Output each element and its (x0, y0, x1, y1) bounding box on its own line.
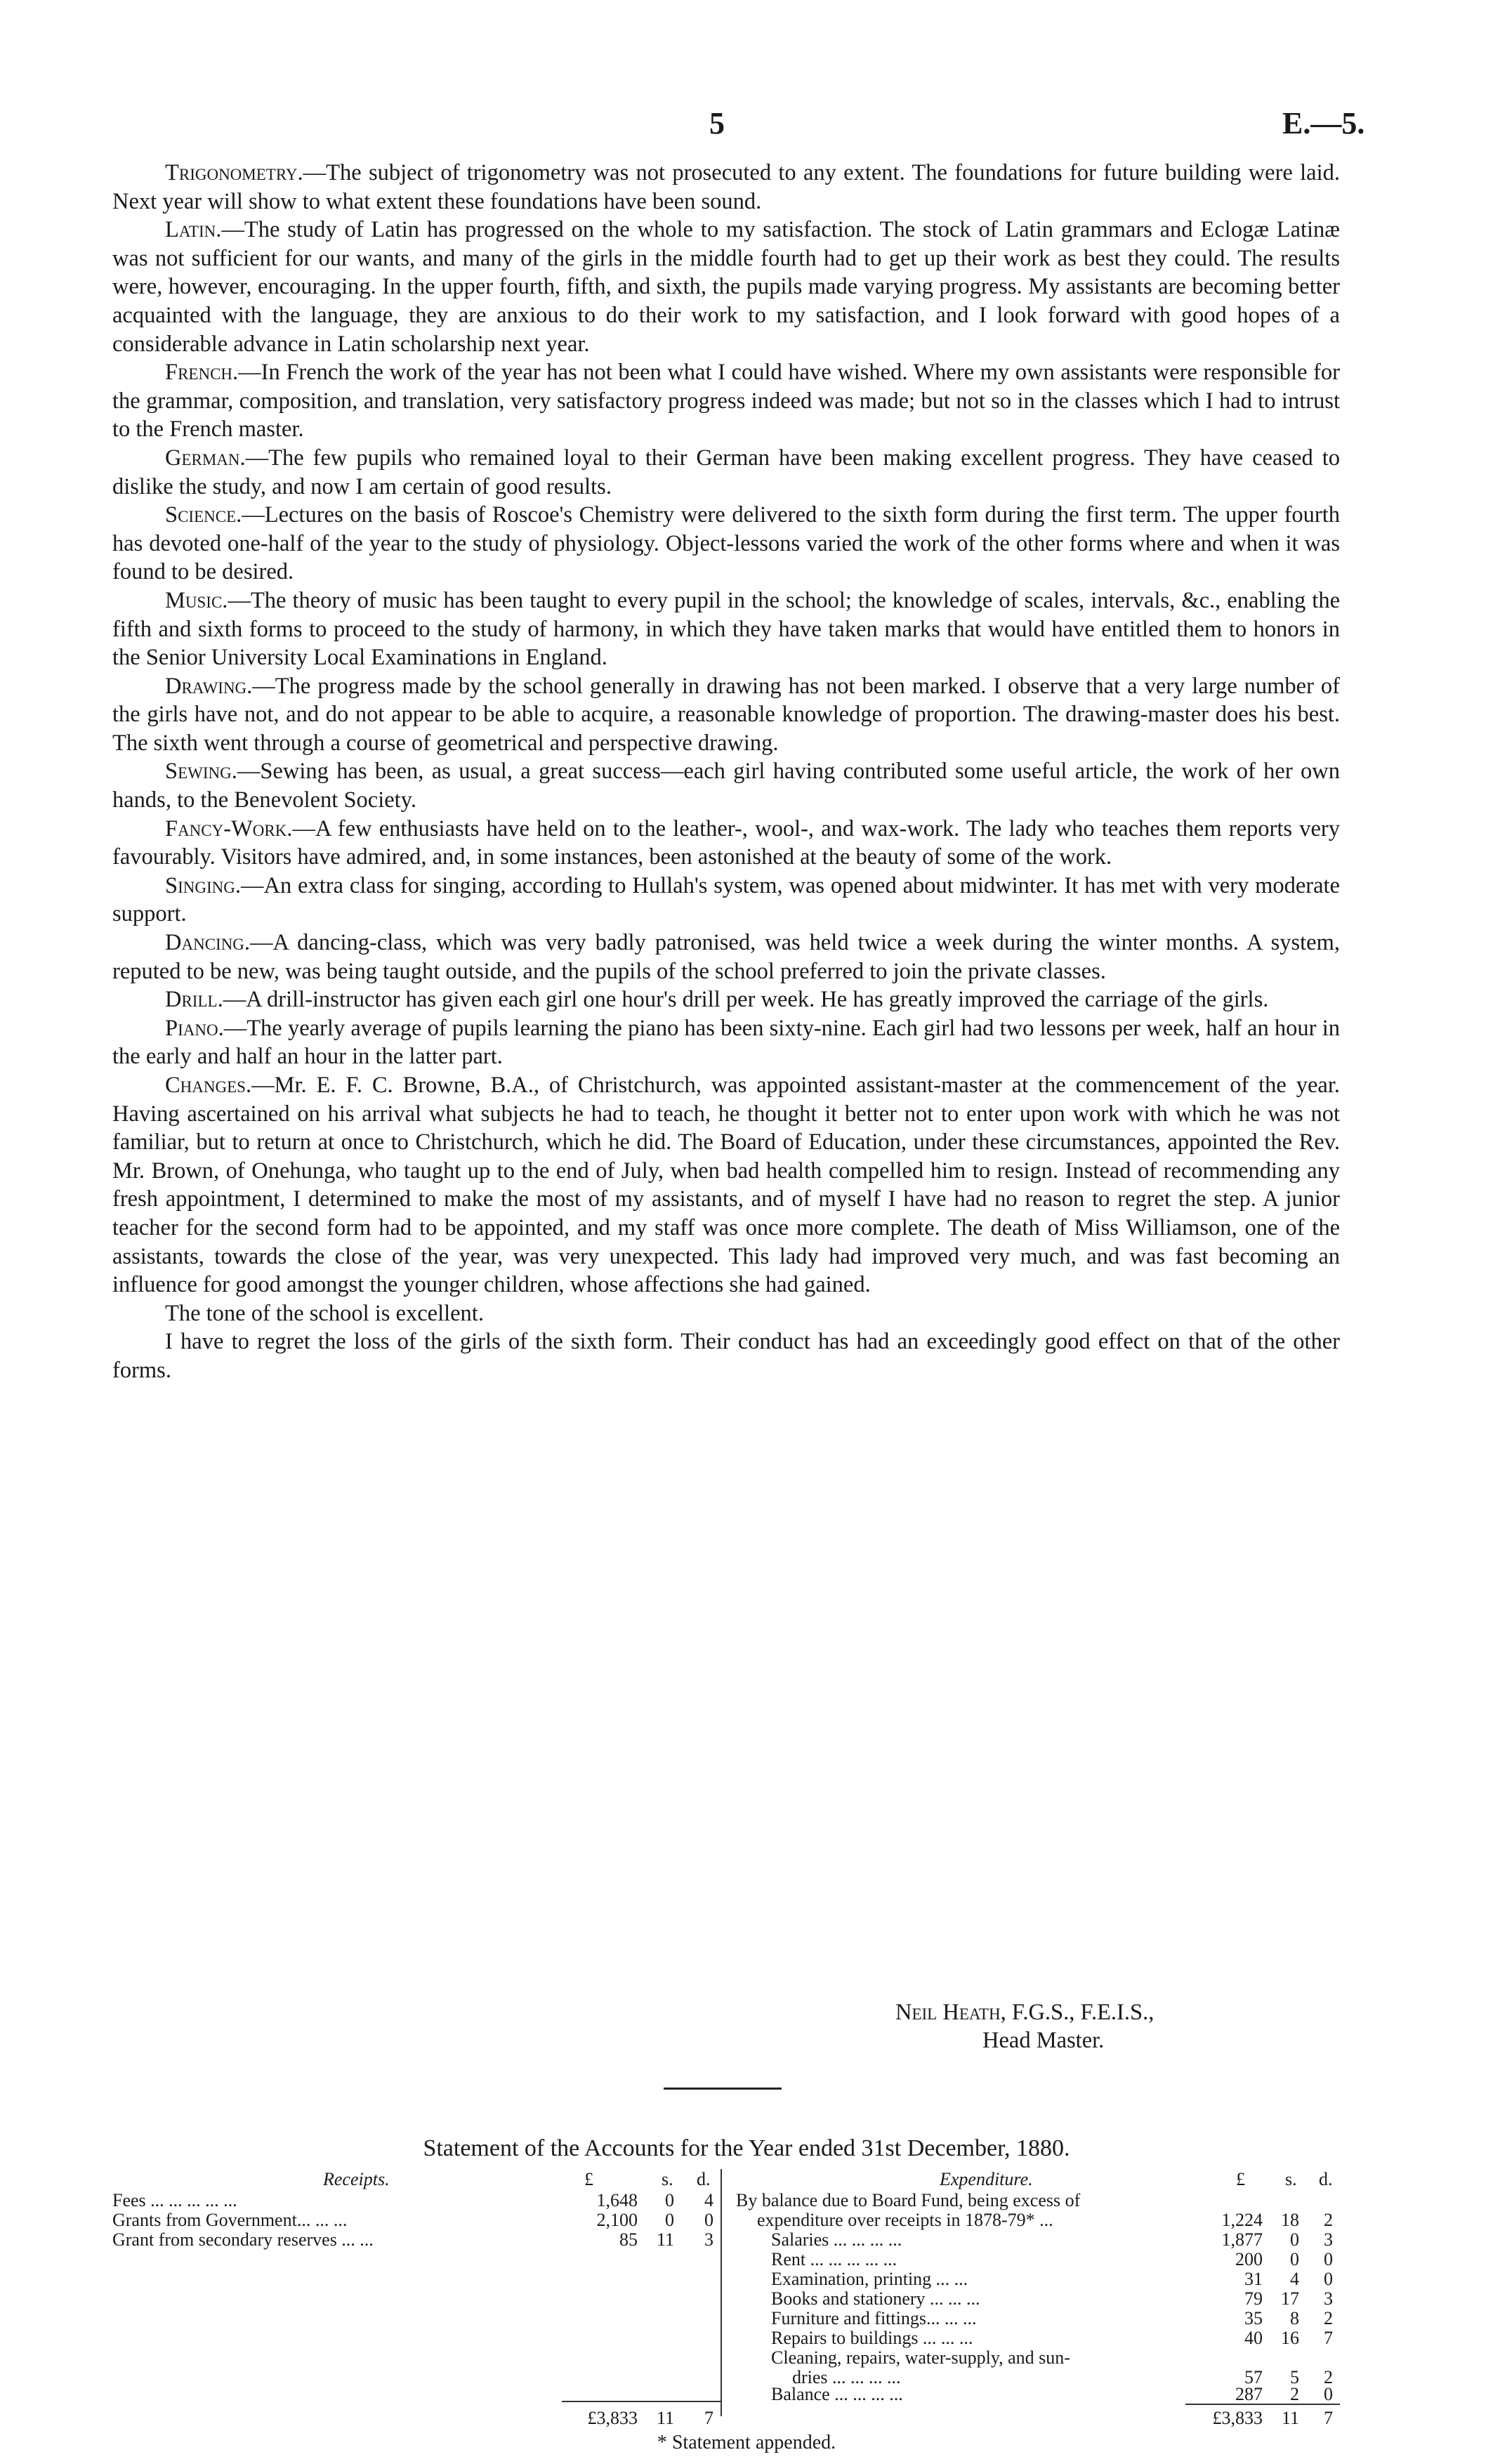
expenditure-label: Repairs to buildings ... ... ... (771, 2328, 973, 2348)
expenditure-shillings: 18 (1281, 2210, 1299, 2230)
section-heading: French. (165, 360, 239, 386)
section-text: —The few pupils who remained loyal to their German have been making excellent progress. They have ceased to dislike the study, and now I am certain of good results. (112, 445, 1340, 499)
expenditure-label: Furniture and fittings... ... ... (771, 2308, 977, 2328)
section-text: —Mr. E. F. C. Browne, B.A., of Christchurch, was appointed assistant-master at the commencement of the year. Having ascertained on his arrival what subjects he had to teach, he thought it better not to enter upon work with which he was not familiar, but to return at once to Christchurch, which he did. The Board of Education, under these circumstances, appointed the Rev. Mr. Brown, of Onehunga, who taught up to the end of July, when bad health compelled him to resign. Instead of recommending any fresh appointment, I determined to make the most of my assistants, and of myself I have had no reason to regret the step. A junior teacher for the second form had to be appointed, and my staff was once more complete. The death of Miss Williamson, one of the assistants, towards the close of the year, was very unexpected. This lady had improved very much, and was fast becoming an influence for good amongst the younger children, whose affections she had gained. (112, 1073, 1340, 1298)
expenditure-pence: 2 (1324, 2210, 1333, 2230)
expenditure-shillings: 8 (1290, 2308, 1299, 2328)
receipts-total-pounds: £3,833 (587, 2408, 638, 2428)
section-text: —An extra class for singing, according to Hullah's system, was opened about midwinter. It has met with very moderate support. (112, 872, 1340, 927)
expenditure-shillings: 0 (1290, 2249, 1299, 2269)
section-text: —The subject of trigonometry was not prosecuted to any extent. The foundations for future building were laid. Next year will show to what extent these foundations have been sound. (112, 160, 1340, 214)
expenditure-pence: 0 (1324, 2249, 1333, 2269)
section-heading: Sewing. (165, 759, 237, 785)
expenditure-pounds: 35 (1244, 2308, 1263, 2328)
paragraph-science (112, 501, 1340, 586)
receipt-pence: 4 (704, 2190, 713, 2210)
expenditure-label: Books and stationery ... ... ... (771, 2288, 980, 2309)
section-heading: Singing. (165, 872, 241, 898)
pounds-header: £ (1236, 2169, 1245, 2189)
section-text: —The progress made by the school generally in drawing has not been marked. I observe that a very large number of the girls have not, and do not appear to be able to acquire, a reasonable knowledge of proportion. The drawing-master does his best. The sixth went through a course of geometrical and perspective drawing. (112, 673, 1340, 756)
section-heading: Fancy-Work. (165, 815, 293, 841)
expenditure-total-shillings: 11 (1281, 2408, 1299, 2428)
expenditure-pounds: 79 (1244, 2288, 1263, 2309)
expenditure-pence: 2 (1324, 2308, 1333, 2328)
section-heading: Drill. (165, 987, 223, 1013)
expenditure-total-rule (1185, 2404, 1340, 2405)
expenditure-pounds: 287 (1235, 2384, 1263, 2404)
shillings-header: s. (662, 2169, 673, 2189)
expenditure-pence: 7 (1324, 2328, 1333, 2348)
section-text: —The yearly average of pupils learning the piano has been sixty-nine. Each girl had two lessons per week, half an hour in the early and half an hour in the latter part. (112, 1015, 1340, 1070)
receipts-total-shillings: 11 (656, 2408, 674, 2428)
pounds-header: £ (584, 2169, 593, 2189)
expenditure-shillings: 4 (1290, 2269, 1299, 2289)
section-text: —Lectures on the basis of Roscoe's Chemistry were delivered to the sixth form during the first term. The upper fourth has devoted one-half of the year to the study of physiology. Object-lessons varied the work of the other forms where and when it was found to be desired. (112, 502, 1340, 585)
expenditure-label: By balance due to Board Fund, being excess of (736, 2190, 1081, 2210)
paragraph-piano (112, 1014, 1340, 1071)
receipt-label: Grants from Government... ... ... (112, 2210, 348, 2230)
receipt-pence: 3 (704, 2229, 713, 2250)
expenditure-total-pence: 7 (1324, 2408, 1333, 2428)
section-text: I have to regret the loss of the girls of the sixth form. Their conduct has had an exceedingly good effect on that of the other forms. (112, 1329, 1340, 1383)
accounts-table (112, 2169, 1340, 2450)
paragraph-tone (112, 1299, 1340, 1328)
expenditure-pounds: 200 (1235, 2249, 1263, 2269)
expenditure-label: Balance ... ... ... ... (771, 2384, 903, 2404)
paragraph-trigonometry (112, 159, 1340, 216)
section-text: —A dancing-class, which was very badly patronised, was held twice a week during the winter months. A system, reputed to be new, was being taught outside, and the pupils of the school preferred to join the private classes. (112, 930, 1340, 984)
section-heading: Music. (165, 587, 228, 613)
section-heading: Dancing. (165, 930, 251, 956)
statement-footnote: * Statement appended. (657, 2432, 836, 2453)
section-text: The tone of the school is excellent. (165, 1300, 484, 1326)
expenditure-shillings: 2 (1290, 2384, 1299, 2404)
receipt-label: Fees ... ... ... ... ... (112, 2190, 237, 2210)
receipt-shillings: 0 (665, 2190, 674, 2210)
expenditure-label: Salaries ... ... ... ... (771, 2229, 902, 2250)
receipt-pounds: 1,648 (596, 2190, 638, 2210)
expenditure-total-pounds: £3,833 (1212, 2408, 1263, 2428)
section-heading: Latin. (165, 217, 222, 243)
receipts-total-pence: 7 (704, 2408, 713, 2428)
expenditure-pounds: 57 (1244, 2367, 1263, 2387)
section-heading: Drawing. (165, 673, 253, 699)
receipt-shillings: 11 (656, 2229, 674, 2250)
expenditure-pounds: 1,877 (1221, 2229, 1263, 2250)
receipts-total-rule (562, 2401, 721, 2402)
expenditure-label: Rent ... ... ... ... ... (771, 2249, 897, 2269)
shillings-header: s. (1285, 2169, 1297, 2189)
receipt-shillings: 0 (665, 2210, 674, 2230)
expenditure-shillings: 17 (1281, 2288, 1299, 2309)
section-heading: German. (165, 445, 246, 471)
paragraph-sewing (112, 757, 1340, 814)
expenditure-label: Cleaning, repairs, water-supply, and sun- (771, 2347, 1070, 2368)
expenditure-pounds: 40 (1244, 2328, 1263, 2348)
paragraph-fancy-work (112, 815, 1340, 872)
section-divider (664, 2088, 782, 2090)
statement-title: Statement of the Accounts for the Year ended 31st December, 1880. (423, 2135, 1070, 2161)
section-heading: Changes. (165, 1073, 252, 1098)
paragraph-sixth-form (112, 1328, 1340, 1384)
pence-header: d. (697, 2169, 711, 2189)
expenditure-shillings: 5 (1290, 2367, 1299, 2387)
expenditure-shillings: 16 (1281, 2328, 1299, 2348)
paragraph-singing (112, 872, 1340, 929)
expenditure-pence: 0 (1324, 2269, 1333, 2289)
expenditure-pence: 0 (1324, 2384, 1333, 2404)
paragraph-changes (112, 1071, 1340, 1299)
receipt-pence: 0 (704, 2210, 713, 2230)
expenditure-heading: Expenditure. (940, 2169, 1033, 2189)
document-code: E.—5. (1282, 106, 1365, 140)
expenditure-label: dries ... ... ... ... (792, 2367, 901, 2387)
signature (895, 1998, 1154, 2055)
receipts-heading: Receipts. (323, 2169, 390, 2189)
section-text: —In French the work of the year has not been what I could have wished. Where my own assistants were responsible for the grammar, composition, and translation, very satisfactory progress indeed was made; but not so in the classes which I had to intrust to the French master. (112, 360, 1340, 443)
expenditure-pounds: 31 (1244, 2269, 1263, 2289)
receipt-pounds: 85 (619, 2229, 638, 2250)
paragraph-drill (112, 985, 1340, 1014)
section-text: —Sewing has been, as usual, a great success—each girl having contributed some useful article, the work of her own hands, to the Benevolent Society. (112, 759, 1340, 813)
expenditure-pence: 3 (1324, 2229, 1333, 2250)
paragraph-dancing (112, 929, 1340, 985)
expenditure-shillings: 0 (1290, 2229, 1299, 2250)
section-text: —A drill-instructor has given each girl one hour's drill per week. He has greatly improved the carriage of the girls. (223, 987, 1269, 1013)
paragraph-german (112, 444, 1340, 501)
page-number: 5 (709, 106, 725, 140)
receipts-column (112, 2169, 722, 2428)
expenditure-label: Examination, printing ... ... (771, 2269, 968, 2289)
section-text: —The theory of music has been taught to every pupil in the school; the knowledge of scales, intervals, &c., enabling the fifth and sixth forms to proceed to the study of harmony, in which they have taken marks that would have entitled them to honors in the Senior University Local Examinations in England. (112, 587, 1340, 671)
expenditure-pence: 2 (1324, 2367, 1333, 2387)
pence-header: d. (1319, 2169, 1333, 2189)
receipt-label: Grant from secondary reserves ... ... (112, 2229, 374, 2250)
section-text: —The study of Latin has progressed on the whole to my satisfaction. The stock of Latin grammars and Eclogæ Latinæ was not sufficient for our wants, and many of the girls in the middle fourth had to get up their work as best they could. The results were, however, encouraging. In the upper fourth, fifth, and sixth, the pupils made varying progress. My assistants are becoming better acquainted with the language, they are anxious to do their work to my satisfaction, and I look forward with good hopes of a considerable advance in Latin scholarship next year. (112, 217, 1340, 357)
expenditure-pence: 3 (1324, 2288, 1333, 2309)
report-body (112, 159, 1340, 1385)
paragraph-drawing (112, 672, 1340, 758)
paragraph-latin (112, 216, 1340, 358)
expenditure-label: expenditure over receipts in 1878-79* ... (757, 2210, 1053, 2230)
section-heading: Piano. (165, 1015, 224, 1041)
signature-name: Neil Heath, F.G.S., F.E.I.S., (895, 2000, 1155, 2025)
receipt-pounds: 2,100 (596, 2210, 638, 2230)
section-heading: Trigonometry. (165, 160, 303, 185)
paragraph-french (112, 358, 1340, 444)
section-heading: Science. (165, 502, 242, 528)
signature-title: Head Master. (982, 2028, 1105, 2053)
paragraph-music (112, 586, 1340, 672)
expenditure-pounds: 1,224 (1221, 2210, 1263, 2230)
expenditure-column (729, 2169, 1340, 2428)
section-text: —A few enthusiasts have held on to the leather-, wool-, and wax-work. The lady who teaches them reports very favourably. Visitors have admired, and, in some instances, been astonished at the beauty of some of the work. (112, 815, 1340, 870)
